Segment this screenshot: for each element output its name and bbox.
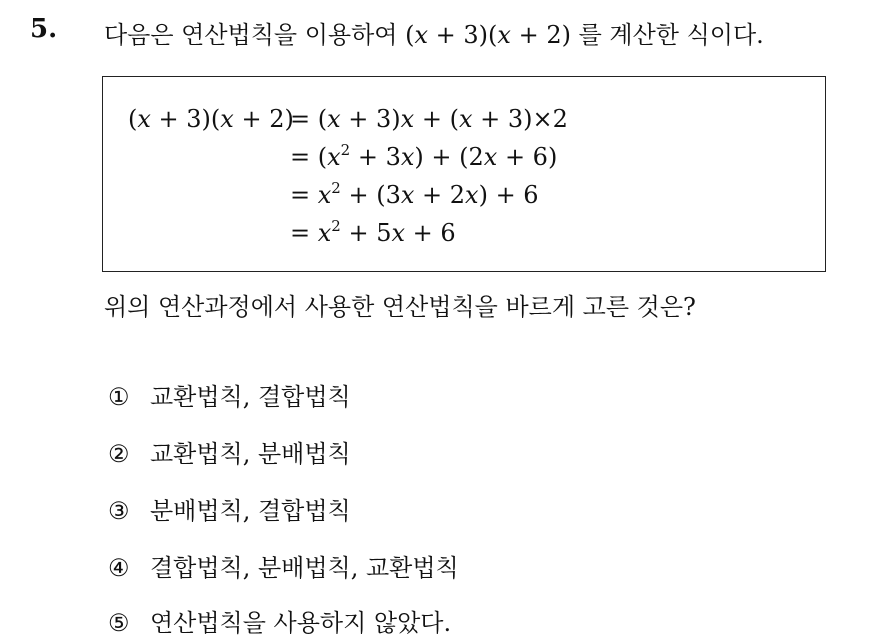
choice-mark: ③ <box>108 497 130 525</box>
question-number: 5. <box>30 14 58 44</box>
choice-mark: ④ <box>108 554 130 582</box>
equation-row-1: = (x + 3)x + (x + 3)×2 <box>290 105 568 133</box>
equation-row-3: = $x^2 + (3x + 2x) + 6$ <box>290 179 539 209</box>
question-text-before: 다음은 연산법칙을 이용하여 <box>104 21 406 49</box>
question-text-after: 를 계산한 식이다. <box>570 21 764 49</box>
choice-2[interactable] <box>108 434 351 469</box>
choice-4[interactable] <box>108 548 459 583</box>
choice-5[interactable] <box>108 603 451 638</box>
choice-text: 교환법칙, 분배법칙 <box>150 440 351 468</box>
choice-mark: ① <box>108 383 130 411</box>
choice-text: 분배법칙, 결합법칙 <box>150 497 351 525</box>
equation-lhs: (x + 3)(x + 2) <box>128 105 294 133</box>
choice-text: 연산법칙을 사용하지 않았다. <box>150 609 452 637</box>
choice-text: 교환법칙, 결합법칙 <box>150 383 351 411</box>
choice-text: 결합법칙, 분배법칙, 교환법칙 <box>150 554 459 582</box>
question-prompt: 위의 연산과정에서 사용한 연산법칙을 바르게 고른 것은? <box>104 293 696 321</box>
choice-mark: ⑤ <box>108 609 130 637</box>
choice-3[interactable] <box>108 491 351 526</box>
choice-mark: ② <box>108 440 130 468</box>
equation-row-4: = $x^2 + 5x + 6$ <box>290 217 456 247</box>
question-text <box>104 15 764 50</box>
choice-1[interactable] <box>108 377 351 412</box>
equation-row-2: = $(x^2 + 3x) + (2x + 6)$ <box>290 141 558 171</box>
question-expression: (x + 3)(x + 2) <box>405 21 571 49</box>
